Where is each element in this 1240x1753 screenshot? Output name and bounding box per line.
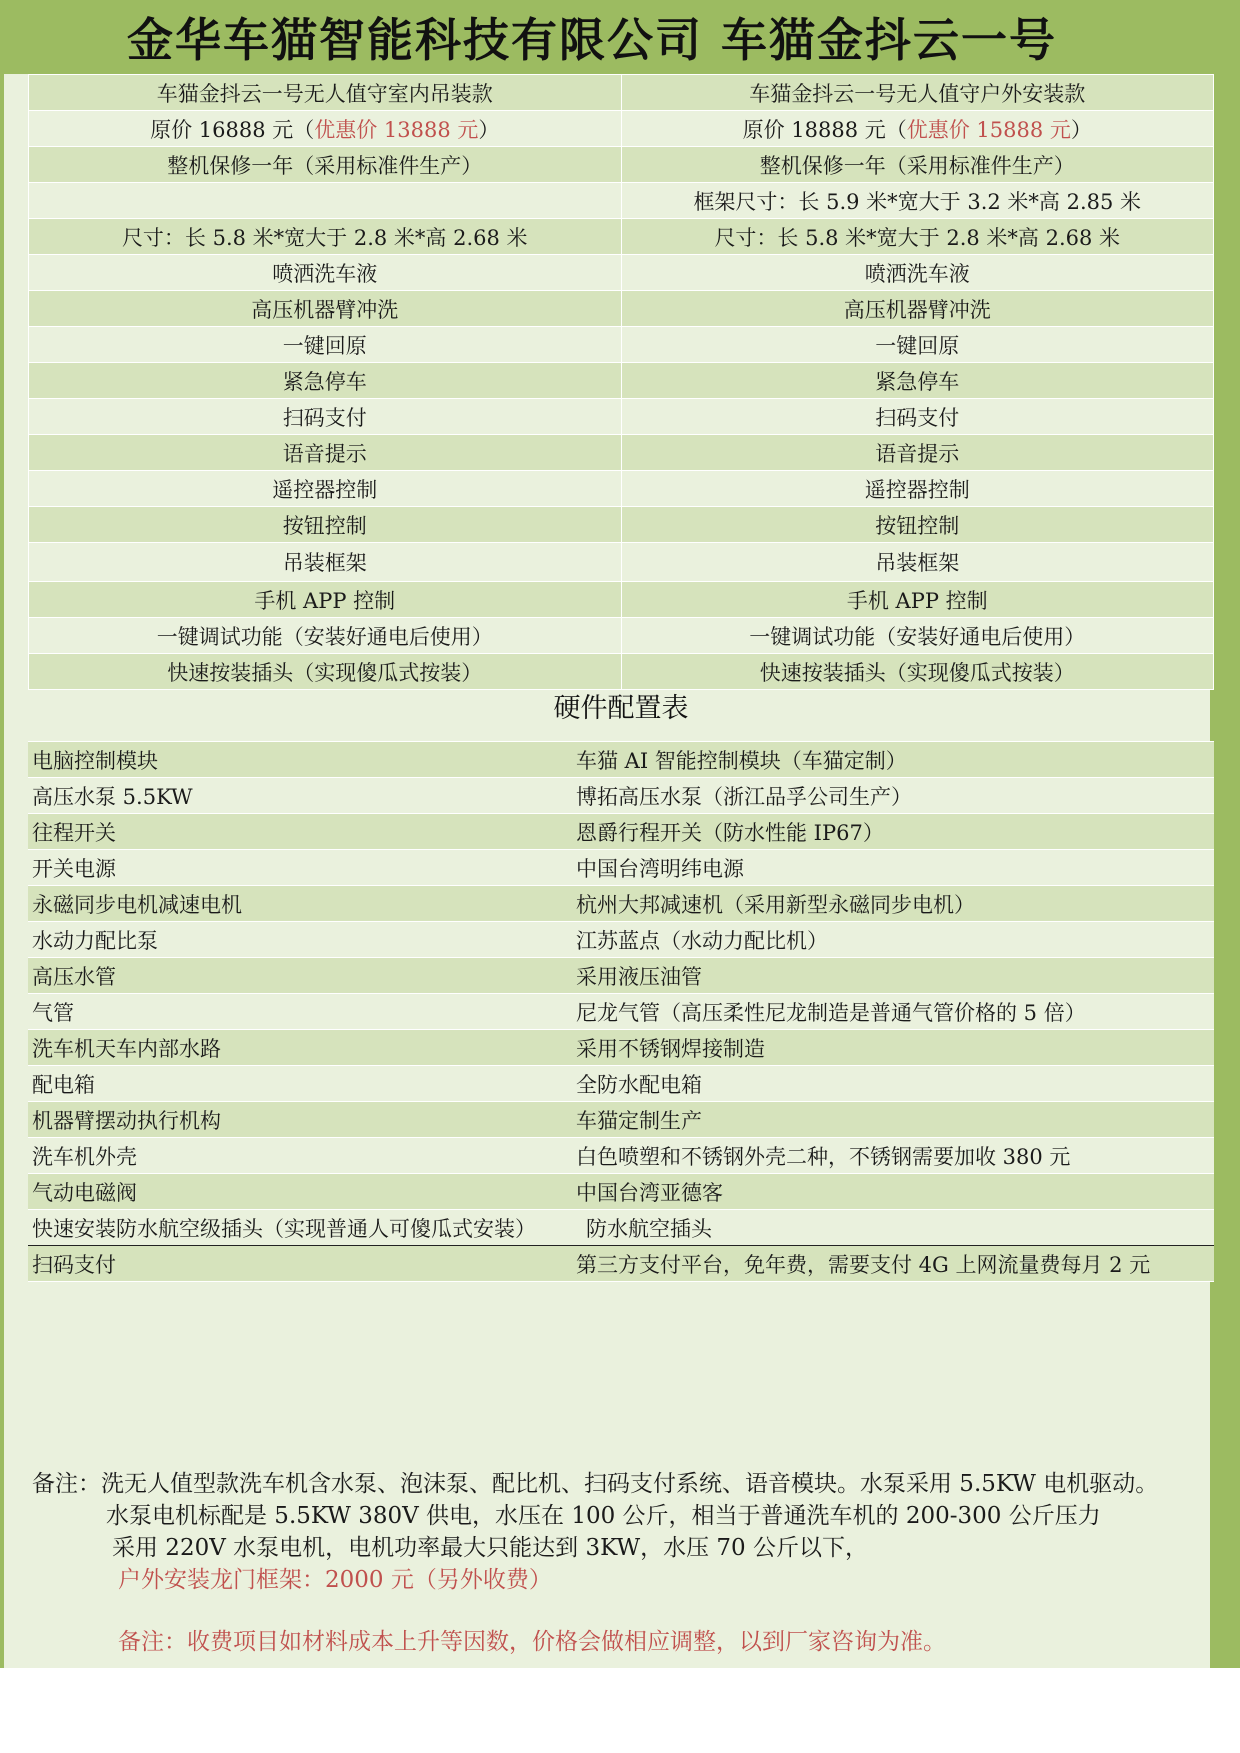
price-label: 原价 18888 元（ <box>742 117 907 142</box>
hardware-row <box>28 778 1214 814</box>
note-line: 水泵电机标配是 5.5KW 380V 供电，水压在 100 公斤，相当于普通洗车机的 200-300 公斤压力 <box>106 1503 1101 1529</box>
spec-cell-right: 语音提示 <box>621 435 1214 471</box>
spec-cell-left: 喷洒洗车液 <box>29 255 622 291</box>
price-suffix: ） <box>478 117 500 142</box>
spec-cell-right: 吊装框架 <box>621 543 1214 582</box>
spec-row <box>29 255 1214 291</box>
hardware-spec: 第三方支付平台，免年费，需要支付 4G 上网流量费每月 2 元 <box>568 1246 1214 1282</box>
hardware-row <box>28 994 1214 1030</box>
hardware-spec: 中国台湾亚德客 <box>568 1174 1214 1210</box>
hardware-item: 水动力配比泵 <box>28 922 568 958</box>
spec-row <box>29 219 1214 255</box>
spec-cell-left: 一键回原 <box>29 327 622 363</box>
hardware-item: 配电箱 <box>28 1066 568 1102</box>
price-suffix: ） <box>1070 117 1092 142</box>
hardware-item: 气管 <box>28 994 568 1030</box>
spec-row <box>29 147 1214 183</box>
spec-cell-left: 一键调试功能（安装好通电后使用） <box>29 618 622 654</box>
note-line: 采用 220V 水泵电机，电机功率最大只能达到 3KW，水压 70 公斤以下， <box>112 1535 868 1561</box>
spec-cell-right: 遥控器控制 <box>621 471 1214 507</box>
hardware-row <box>28 850 1214 886</box>
spec-row <box>29 183 1214 219</box>
hardware-row <box>28 1030 1214 1066</box>
hardware-spec: 江苏蓝点（水动力配比机） <box>568 922 1214 958</box>
spec-row <box>29 618 1214 654</box>
hardware-row <box>28 886 1214 922</box>
note-line: 备注：洗无人值型款洗车机含水泵、泡沫泵、配比机、扫码支付系统、语音模块。水泵采用 5.5KW 电机驱动。 <box>32 1471 1159 1497</box>
hardware-spec: 中国台湾明纬电源 <box>568 850 1214 886</box>
spec-cell-left: 整机保修一年（采用标准件生产） <box>29 147 622 183</box>
hardware-item: 洗车机外壳 <box>28 1138 568 1174</box>
spec-cell-left: 尺寸：长 5.8 米*宽大于 2.8 米*高 2.68 米 <box>29 219 622 255</box>
spec-row <box>29 543 1214 582</box>
spec-row <box>29 399 1214 435</box>
spec-cell-right: 一键调试功能（安装好通电后使用） <box>621 618 1214 654</box>
hardware-item: 快速安装防水航空级插头（实现普通人可傻瓜式安装） <box>28 1210 568 1246</box>
hardware-row <box>28 1138 1214 1174</box>
hardware-row <box>28 1102 1214 1138</box>
hardware-row <box>28 742 1214 778</box>
hardware-spec: 白色喷塑和不锈钢外壳二种，不锈钢需要加收 380 元 <box>568 1138 1214 1174</box>
hardware-item: 永磁同步电机减速电机 <box>28 886 568 922</box>
spec-comparison-table <box>28 74 1214 690</box>
hardware-spec: 车猫定制生产 <box>568 1102 1214 1138</box>
spec-row <box>29 291 1214 327</box>
spec-row <box>29 582 1214 618</box>
spec-cell-right: 手机 APP 控制 <box>621 582 1214 618</box>
hardware-spec: 尼龙气管（高压柔性尼龙制造是普通气管价格的 5 倍） <box>568 994 1214 1030</box>
spec-cell-left <box>29 183 622 219</box>
discount-price: 优惠价 13888 元 <box>314 117 479 142</box>
hardware-spec: 全防水配电箱 <box>568 1066 1214 1102</box>
spec-cell-left: 遥控器控制 <box>29 471 622 507</box>
spec-cell-left: 手机 APP 控制 <box>29 582 622 618</box>
spec-cell-left: 车猫金抖云一号无人值守室内吊装款 <box>29 75 622 111</box>
spec-cell-right: 高压机器臂冲洗 <box>621 291 1214 327</box>
spec-cell-left: 按钮控制 <box>29 507 622 543</box>
spec-row <box>29 435 1214 471</box>
spec-cell-right: 尺寸：长 5.8 米*宽大于 2.8 米*高 2.68 米 <box>621 219 1214 255</box>
hardware-item: 扫码支付 <box>28 1246 568 1282</box>
hardware-spec: 车猫 AI 智能控制模块（车猫定制） <box>568 742 1214 778</box>
hardware-spec: 防水航空插头 <box>568 1210 1214 1246</box>
spec-row <box>29 507 1214 543</box>
price-label: 原价 16888 元（ <box>150 117 315 142</box>
hardware-item: 高压水管 <box>28 958 568 994</box>
hardware-spec: 采用液压油管 <box>568 958 1214 994</box>
hardware-row <box>28 1246 1214 1282</box>
hardware-spec: 采用不锈钢焊接制造 <box>568 1030 1214 1066</box>
spec-cell-right: 车猫金抖云一号无人值守户外安装款 <box>621 75 1214 111</box>
spec-cell-right: 按钮控制 <box>621 507 1214 543</box>
right-border-strip <box>1210 74 1240 1668</box>
hardware-item: 机器臂摆动执行机构 <box>28 1102 568 1138</box>
page-title: 金华车猫智能科技有限公司 车猫金抖云一号 <box>126 13 1057 67</box>
hardware-row <box>28 922 1214 958</box>
spec-cell-right: 紧急停车 <box>621 363 1214 399</box>
spec-cell-right: 快速按装插头（实现傻瓜式按装） <box>621 654 1214 690</box>
spec-row <box>29 654 1214 690</box>
hardware-row <box>28 1174 1214 1210</box>
hardware-row <box>28 958 1214 994</box>
spec-row <box>29 363 1214 399</box>
hardware-item: 洗车机天车内部水路 <box>28 1030 568 1066</box>
hardware-spec: 博拓高压水泵（浙江品孚公司生产） <box>568 778 1214 814</box>
spec-cell-right <box>621 111 1214 147</box>
spec-cell-left: 紧急停车 <box>29 363 622 399</box>
hardware-config-table <box>28 741 1214 1282</box>
spec-cell-left: 快速按装插头（实现傻瓜式按装） <box>29 654 622 690</box>
note-line-red: 户外安装龙门框架：2000 元（另外收费） <box>118 1567 552 1593</box>
hardware-item: 气动电磁阀 <box>28 1174 568 1210</box>
spec-cell-right: 扫码支付 <box>621 399 1214 435</box>
hardware-spec: 杭州大邦减速机（采用新型永磁同步电机） <box>568 886 1214 922</box>
hardware-row <box>28 1066 1214 1102</box>
hardware-item: 高压水泵 5.5KW <box>28 778 568 814</box>
spec-cell-right: 整机保修一年（采用标准件生产） <box>621 147 1214 183</box>
spec-row <box>29 75 1214 111</box>
spec-cell-right: 一键回原 <box>621 327 1214 363</box>
hardware-heading: 硬件配置表 <box>553 693 689 724</box>
hardware-item: 开关电源 <box>28 850 568 886</box>
spec-cell-left <box>29 111 622 147</box>
spec-cell-left: 扫码支付 <box>29 399 622 435</box>
spec-cell-right: 框架尺寸：长 5.9 米*宽大于 3.2 米*高 2.85 米 <box>621 183 1214 219</box>
hardware-item: 往程开关 <box>28 814 568 850</box>
spec-row <box>29 327 1214 363</box>
spec-cell-left: 语音提示 <box>29 435 622 471</box>
note-line-red: 备注：收费项目如材料成本上升等因数，价格会做相应调整，以到厂家咨询为准。 <box>118 1629 946 1655</box>
notes-section <box>32 1468 1222 1658</box>
title-bar <box>4 0 1240 74</box>
spec-cell-right: 喷洒洗车液 <box>621 255 1214 291</box>
hardware-row <box>28 814 1214 850</box>
spec-row <box>29 471 1214 507</box>
spec-row <box>29 111 1214 147</box>
hardware-spec: 恩爵行程开关（防水性能 IP67） <box>568 814 1214 850</box>
spec-cell-left: 高压机器臂冲洗 <box>29 291 622 327</box>
hardware-row <box>28 1210 1214 1246</box>
discount-price: 优惠价 15888 元 <box>906 117 1071 142</box>
spec-cell-left: 吊装框架 <box>29 543 622 582</box>
hardware-item: 电脑控制模块 <box>28 742 568 778</box>
